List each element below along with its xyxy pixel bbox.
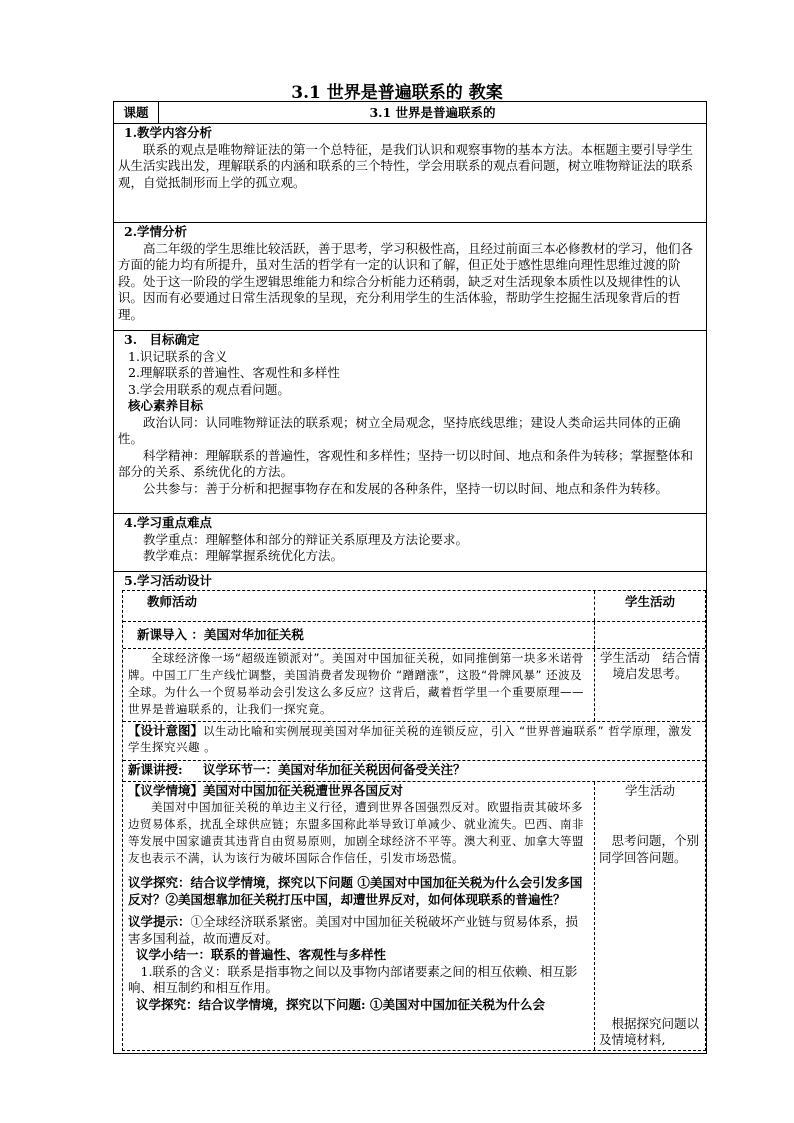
situation-cell xyxy=(123,782,595,1050)
summary-title: 议学小结一：联系的普遍性、客观性与多样性 xyxy=(136,947,387,962)
topic-label-cell xyxy=(114,102,159,123)
hint-label: 议学提示： xyxy=(128,914,191,929)
student-col-header: 学生活动 xyxy=(624,593,675,609)
section-key-points xyxy=(114,514,706,572)
situation-title: 美国对中国加征关税遭世界各国反对 xyxy=(203,782,404,798)
intro-title: 新课导入 ：美国对华加征关税 xyxy=(123,622,595,648)
topic-title: 3.1 世界是普遍联系的 xyxy=(369,105,496,120)
intro-text: 全球经济像一场“超级连锁派对”。美国对中国加征关税，如同推倒第一块多米诺骨牌。中国工厂生产线忙调整，美国消费者发现物价 “蹭蹭涨”，这股“骨牌风暴” 还波及全球。为什么一个贸易举动会引发这么多反应？这背后，藏着哲学里一个重要原理——世界是普遍联系的，让我们一探究竟。 xyxy=(123,649,595,721)
hard-point: 教学难点：理解掌握系统优化方法。 xyxy=(143,548,344,563)
intro-student: 学生活动 结合情境启发思考。 xyxy=(599,649,700,681)
goal-public: 公共参与：善于分析和把握事物存在和发展的各种条件，坚持一切以时间、地点和条件为转移。 xyxy=(143,480,669,496)
design-text: 以生动比喻和实例展现美国对华加征关税的连锁反应，引入 “世界普遍联系” 哲学原理，激发学生探究兴趣 。 xyxy=(128,723,693,754)
section-text: 联系的观点是唯物辩证法的第一个总特征，是我们认识和观察事物的基本方法。本框题主要引导学生从生活实践出发，理解联系的内涵和联系的三个特性，学会用联系的观点看问题，树立唯物辩证法的联系观，自觉抵制形而上学的孤立观。 xyxy=(118,141,694,190)
design-label: 【设计意图】 xyxy=(128,722,204,738)
activity-header-row xyxy=(123,591,705,622)
design-row xyxy=(123,722,705,761)
topic-label: 课题 xyxy=(123,105,149,120)
section-activities xyxy=(114,572,706,1053)
key-point: 教学重点：理解整体和部分的辩证关系原理及方法论要求。 xyxy=(143,531,469,547)
explore-student-text: 根据探究问题以及情境材料, xyxy=(599,1015,700,1047)
document-title: 3.1 世界是普遍联系的 教案 xyxy=(291,83,503,103)
explore-question-2: 议学探究：结合议学情境，探究以下问题: ①美国对中国加征关税为什么会 xyxy=(136,996,545,1012)
goal-3: 3.学会用联系的观点看问题。 xyxy=(128,381,290,397)
lesson-plan-table xyxy=(113,101,707,1054)
goal-science: 科学精神：理解联系的普遍性，客观性和多样性；坚持一切以时间、地点和条件为转移；掌握整体和部分的关系、系统优化的方法。 xyxy=(118,447,694,479)
section-text: 高二年级的学生思维比较活跃，善于思考，学习积极性高，且经过前面三本必修教材的学习，他们各方面的能力均有所提升，虽对生活的哲学有一定的认识和了解，但正处于感性思维向理性思维过渡的阶段。处于这一阶段的学生逻辑思维能力和综合分析能力还稍弱，缺乏对生活现象本质性以及规律性的认识。因而有必要通过日常生活现象的呈现，充分利用学生的生活体验，帮助学生挖掘生活现象背后的哲理。 xyxy=(118,240,694,322)
situation-row xyxy=(123,782,705,1050)
section-heading: 3. 目标确定 xyxy=(124,332,200,347)
intro-row xyxy=(123,649,705,722)
section-heading: 1.教学内容分析 xyxy=(124,125,213,140)
lecture-text: 议学环节一：美国对华加征关税因何备受关注？ xyxy=(202,761,466,777)
topic-row xyxy=(114,102,706,124)
explore-question-1: 议学探究：结合议学情境，探究以下问题 ①美国对中国加征关税为什么会引发多国反对？②美国想靠加征关税打压中国，却遭世界反对，如何体现联系的普遍性？ xyxy=(128,875,583,907)
situation-student-title: 学生活动 xyxy=(624,782,675,798)
section-heading: 4.学习重点难点 xyxy=(124,515,213,530)
lecture-row xyxy=(123,761,705,782)
goal-2: 2.理解联系的普遍性、客观性和多样性 xyxy=(128,365,340,380)
situation-student-cell xyxy=(595,782,705,1050)
goal-1: 1.识记联系的含义 xyxy=(128,348,228,364)
lecture-label: 新课讲授: xyxy=(128,761,183,777)
section-heading: 2.学情分析 xyxy=(124,224,188,239)
section-student-analysis xyxy=(114,223,706,331)
goal-political: 政治认同：认同唯物辩证法的联系观；树立全局观念，坚持底线思维；建设人类命运共同体的正确性。 xyxy=(118,414,681,446)
activity-table xyxy=(122,590,706,1051)
core-heading: 核心素养目标 xyxy=(128,398,204,413)
situation-label: 【议学情境】 xyxy=(128,782,204,798)
intro-title-row xyxy=(123,622,705,649)
teacher-col-header: 教师活动 xyxy=(123,591,595,621)
summary-text: 1.联系的含义：联系是指事物之间以及事物内部诸要素之间的相互依赖、相互影响、相互制约和相互作用。 xyxy=(128,963,578,995)
section-content-analysis xyxy=(114,124,706,223)
situation-student-text: 思考问题，个别同学回答问题。 xyxy=(599,833,700,865)
section-heading: 5.学习活动设计 xyxy=(124,573,213,588)
hint-text: ①全球经济联系紧密。美国对中国加征关税破坏产业链与贸易体系，损害多国利益，故而遭反对。 xyxy=(128,914,579,946)
situation-text: 美国对中国加征关税的单边主义行径，遭到世界各国强烈反对。欧盟指责其破坏多边贸易体系，扰乱全球供应链；东盟多国称此举导致订单减少、就业流失。巴西、南非等发展中国家谴责其违背自由贸易原则，加剧全球经济不平等。澳大利亚、加拿大等盟友也表示不满，认为该行为破坏国际合作信任，引发市场恐慌。 xyxy=(128,800,584,865)
section-goals xyxy=(114,331,706,514)
